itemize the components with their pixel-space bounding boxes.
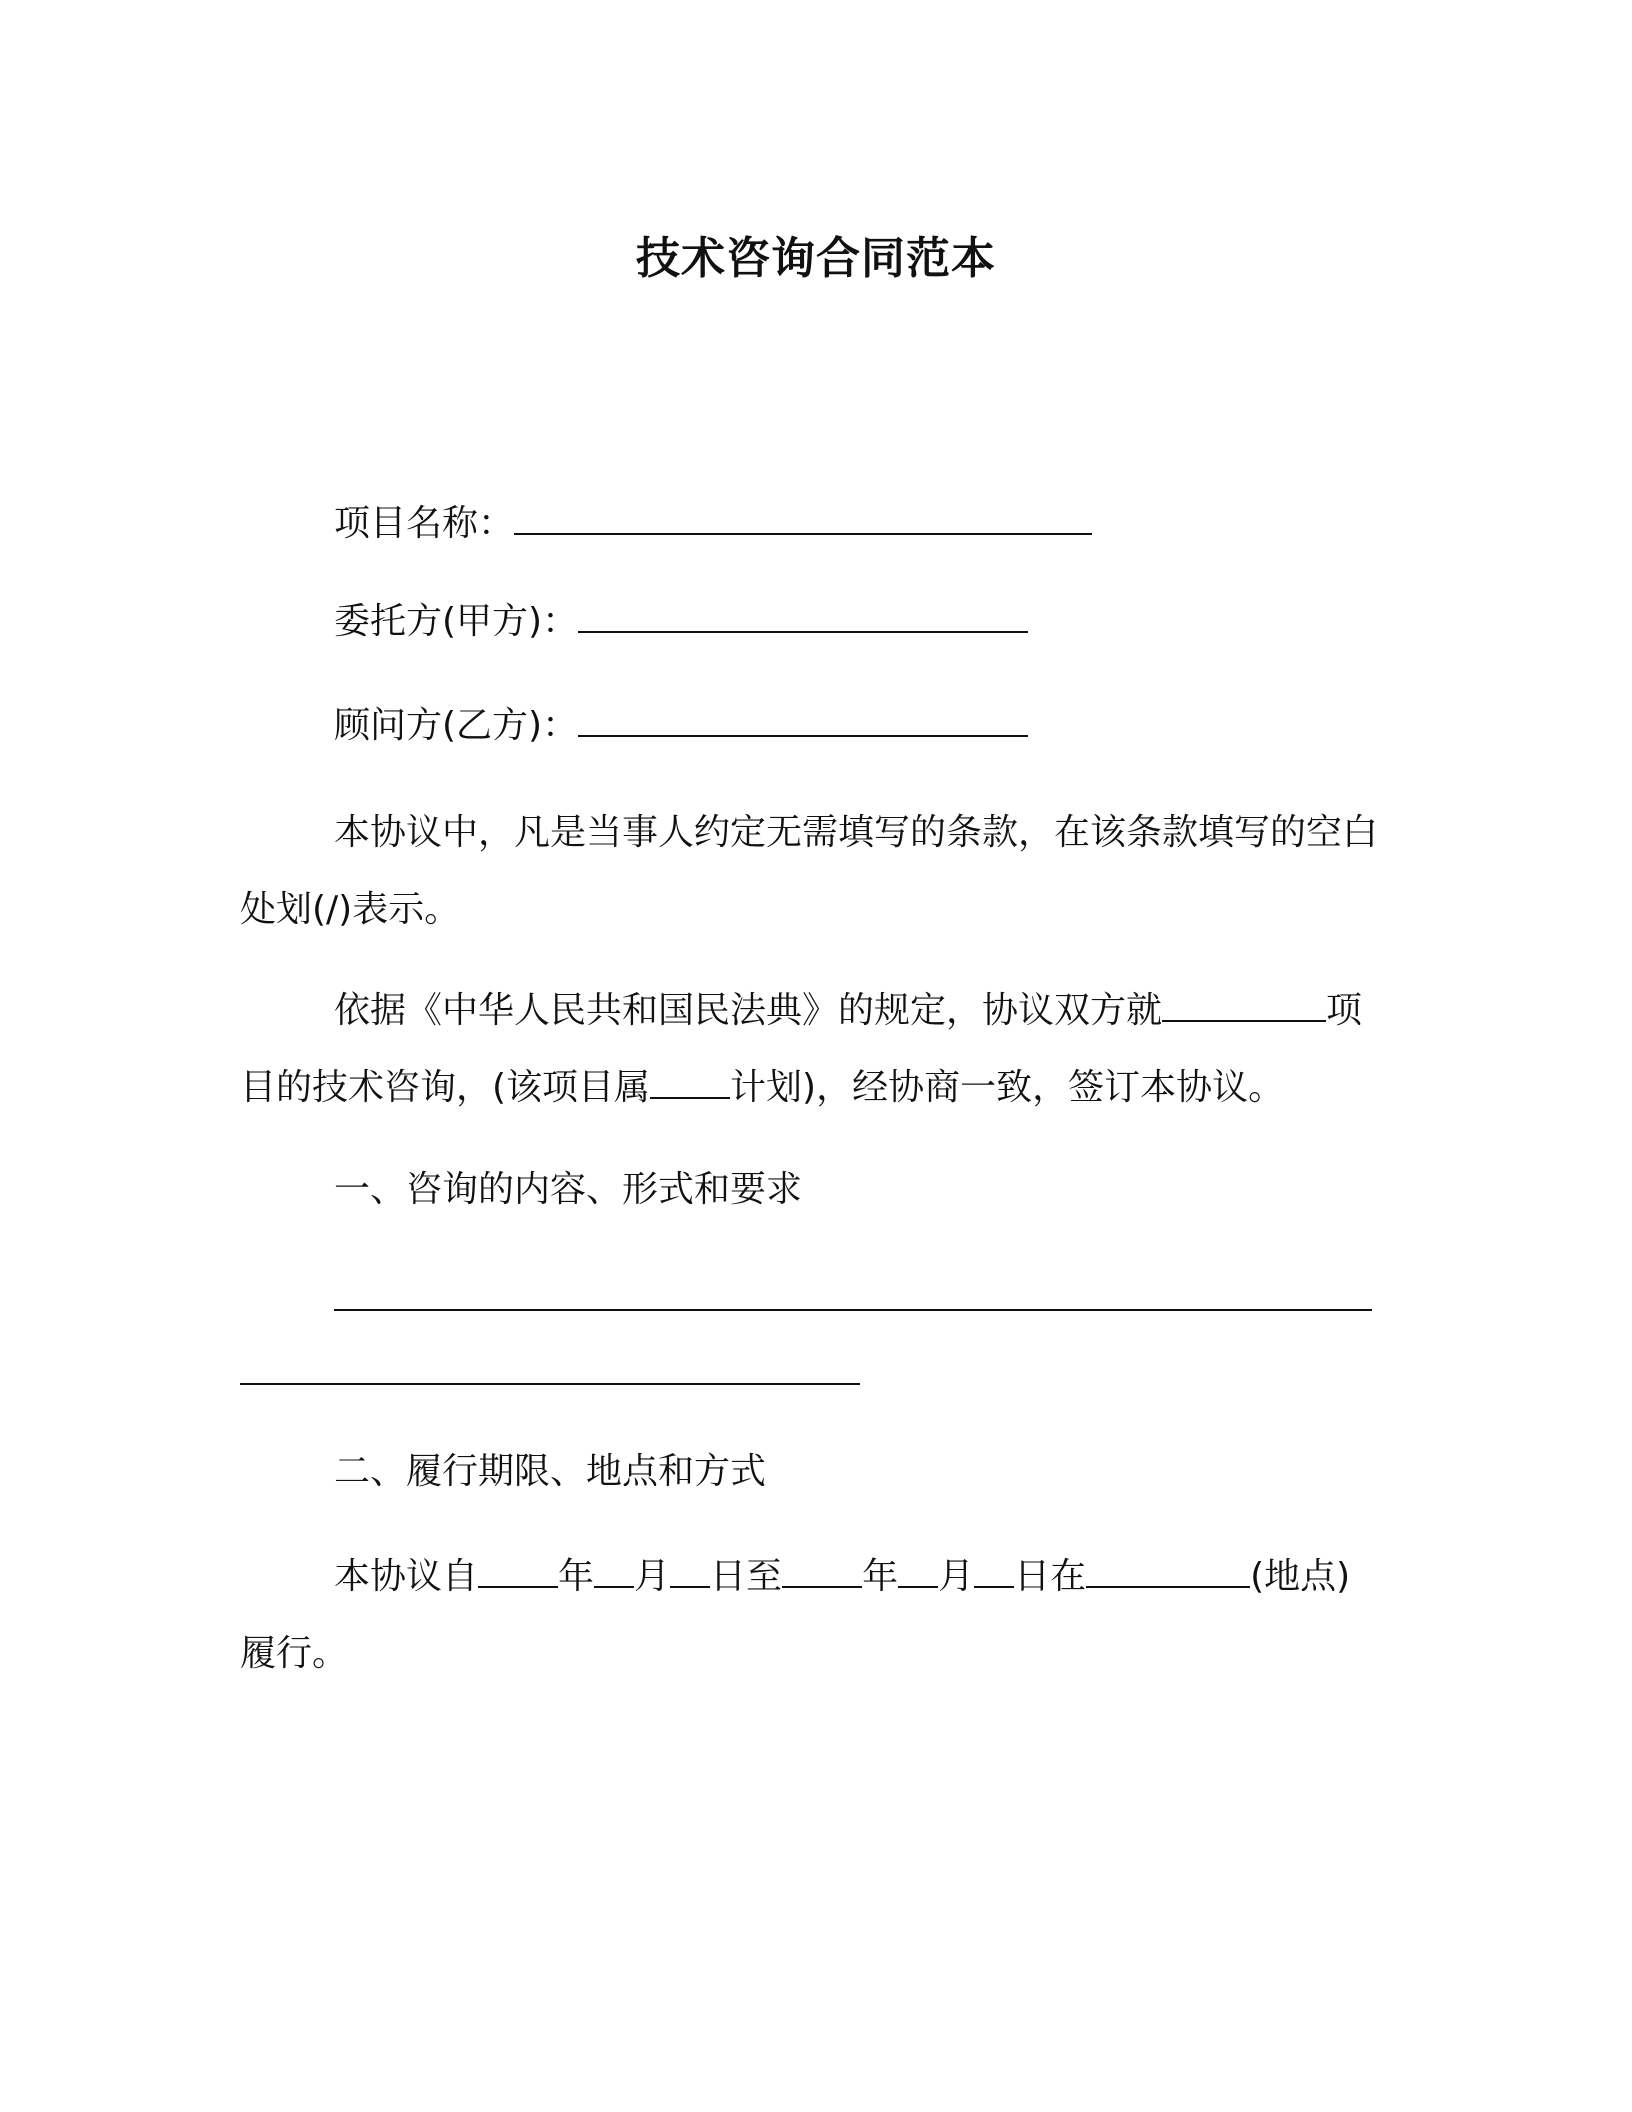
consultant-blank[interactable] <box>578 703 1028 737</box>
end-day-label: 日在 <box>1014 1556 1087 1597</box>
start-month-blank[interactable] <box>594 1554 634 1588</box>
document-title: 技术咨询合同范本 <box>636 233 996 284</box>
section-1-blank-line-1[interactable] <box>334 1276 1372 1324</box>
end-month-label: 月 <box>938 1556 975 1597</box>
place-label: (地点) <box>1250 1556 1351 1597</box>
term-text-a: 本协议自 <box>334 1556 479 1597</box>
end-month-blank[interactable] <box>898 1554 938 1588</box>
end-day-blank[interactable] <box>974 1554 1014 1588</box>
project-name-label: 项目名称： <box>334 503 515 544</box>
client-label: 委托方(甲方)： <box>334 601 579 642</box>
basis-text-b: 项目的技术咨询，(该项目属 <box>240 990 1363 1108</box>
place-blank[interactable] <box>1086 1554 1250 1588</box>
start-day-label: 日至 <box>710 1556 783 1597</box>
section-1-heading: 一、咨询的内容、形式和要求 <box>334 1169 803 1210</box>
basis-text-c: 计划)，经协商一致，签订本协议。 <box>730 1067 1285 1108</box>
end-year-label: 年 <box>862 1556 899 1597</box>
section-2-heading: 二、履行期限、地点和方式 <box>334 1451 767 1492</box>
consultant-label: 顾问方(乙方)： <box>334 705 579 746</box>
basis-text-a: 依据《中华人民共和国民法典》的规定，协议双方就 <box>334 990 1163 1031</box>
term-paragraph <box>240 1538 1380 1692</box>
term-end-text: 履行。 <box>240 1633 349 1674</box>
intro-note-paragraph: 本协议中，凡是当事人约定无需填写的条款，在该条款填写的空白处划(/)表示。 <box>240 812 1379 930</box>
start-day-blank[interactable] <box>670 1554 710 1588</box>
start-year-label: 年 <box>558 1556 595 1597</box>
project-name-blank[interactable] <box>514 501 1092 535</box>
plan-blank[interactable] <box>650 1065 730 1099</box>
basis-paragraph <box>240 972 1380 1126</box>
client-field <box>334 598 1028 646</box>
start-year-blank[interactable] <box>478 1554 558 1588</box>
client-blank[interactable] <box>578 599 1028 633</box>
project-name-field <box>334 500 1092 548</box>
end-year-blank[interactable] <box>782 1554 862 1588</box>
section-1-blank-line-2[interactable] <box>240 1350 860 1398</box>
project-blank[interactable] <box>1162 988 1326 1022</box>
start-month-label: 月 <box>634 1556 671 1597</box>
consultant-field <box>334 702 1028 750</box>
